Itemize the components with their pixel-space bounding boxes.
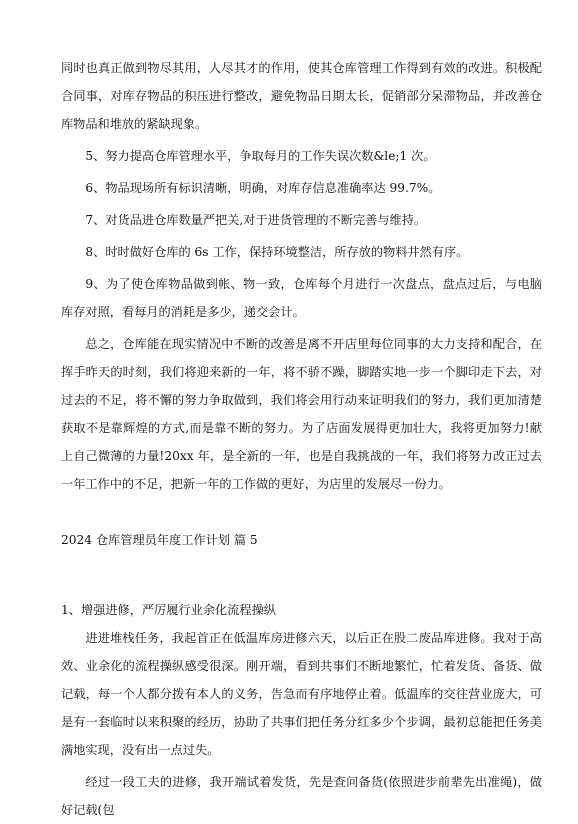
list-item-6: 6、物品现场所有标识清晰，明确，对库存信息准确率达 99.7%。 <box>85 181 441 195</box>
list-item-9: 9、为了使仓库物品做到帐、物一致，仓库每个月进行一次盘点，盘点过后，与电脑库存对照，看每月的消耗是多少，递交会计。 <box>61 277 542 319</box>
body-paragraph-truncated: 经过一段工夫的进修，我开端试着发货，先是查问备货(依照进步前辈先出准绳)，做好记载(包 <box>61 775 542 817</box>
paragraph-continuation: 同时也真正做到物尽其用，人尽其才的作用，使其仓库管理工作得到有效的改进。积极配合同事，对库存物品的积压进行整改，避免物品日期太长，促销部分呆滞物品，并改善仓库物品和堆放的紧缺现象。 <box>61 61 542 131</box>
summary-paragraph: 总之，仓库能在现实情况中不断的改善是离不开店里每位同事的大力支持和配合，在挥手昨天的时刻，我们将迎来新的一年，将不骄不躁，脚踏实地一步一个脚印走下去，对过去的不足，将不懈的努力争取做到，我们将会用行动来证明我们的努力，我们更加清楚获取不是靠辉煌的方式,而是靠不断的努力。为了店面发展得更加壮大，我将更加努力!献上自己微薄的力量!20xx 年，是全新的一年，也是自我挑战的一年，我们将努力改正过去一年工作中的不足，把新一年的工作做的更好，为店里的发展尽一份力。 <box>61 337 542 491</box>
list-item-7: 7、对货品进仓库数量严把关,对于进货管理的不断完善与维持。 <box>85 213 427 227</box>
section-title: 2024 仓库管理员年度工作计划 篇 5 <box>61 533 258 547</box>
top-margin <box>61 0 542 54</box>
body-paragraph: 进进堆栈任务，我起首正在低温库房进修六天，以后正在股二废品库进修。我对于高效、业余化的流程操纵感受很深。刚开端，看到共事们不断地繁忙，忙着发货、备货、做记载，每一个人都分拨有本人的义务，告急而有序地停止着。低温库的交往营业庞大，可是有一套临时以来积聚的经历，协助了共事们把任务分红多少个步调，最初总能把任务美满地实现，没有出一点过失。 <box>61 631 542 757</box>
subsection-heading: 1、增强进修，严厉履行业余化流程操纵 <box>61 603 276 617</box>
list-item-8: 8、时时做好仓库的 6s 工作，保持环境整洁，所存放的物料井然有序。 <box>85 245 469 259</box>
list-item-5: 5、努力提高仓库管理水平，争取每月的工作失误次数&le;1 次。 <box>85 149 436 163</box>
